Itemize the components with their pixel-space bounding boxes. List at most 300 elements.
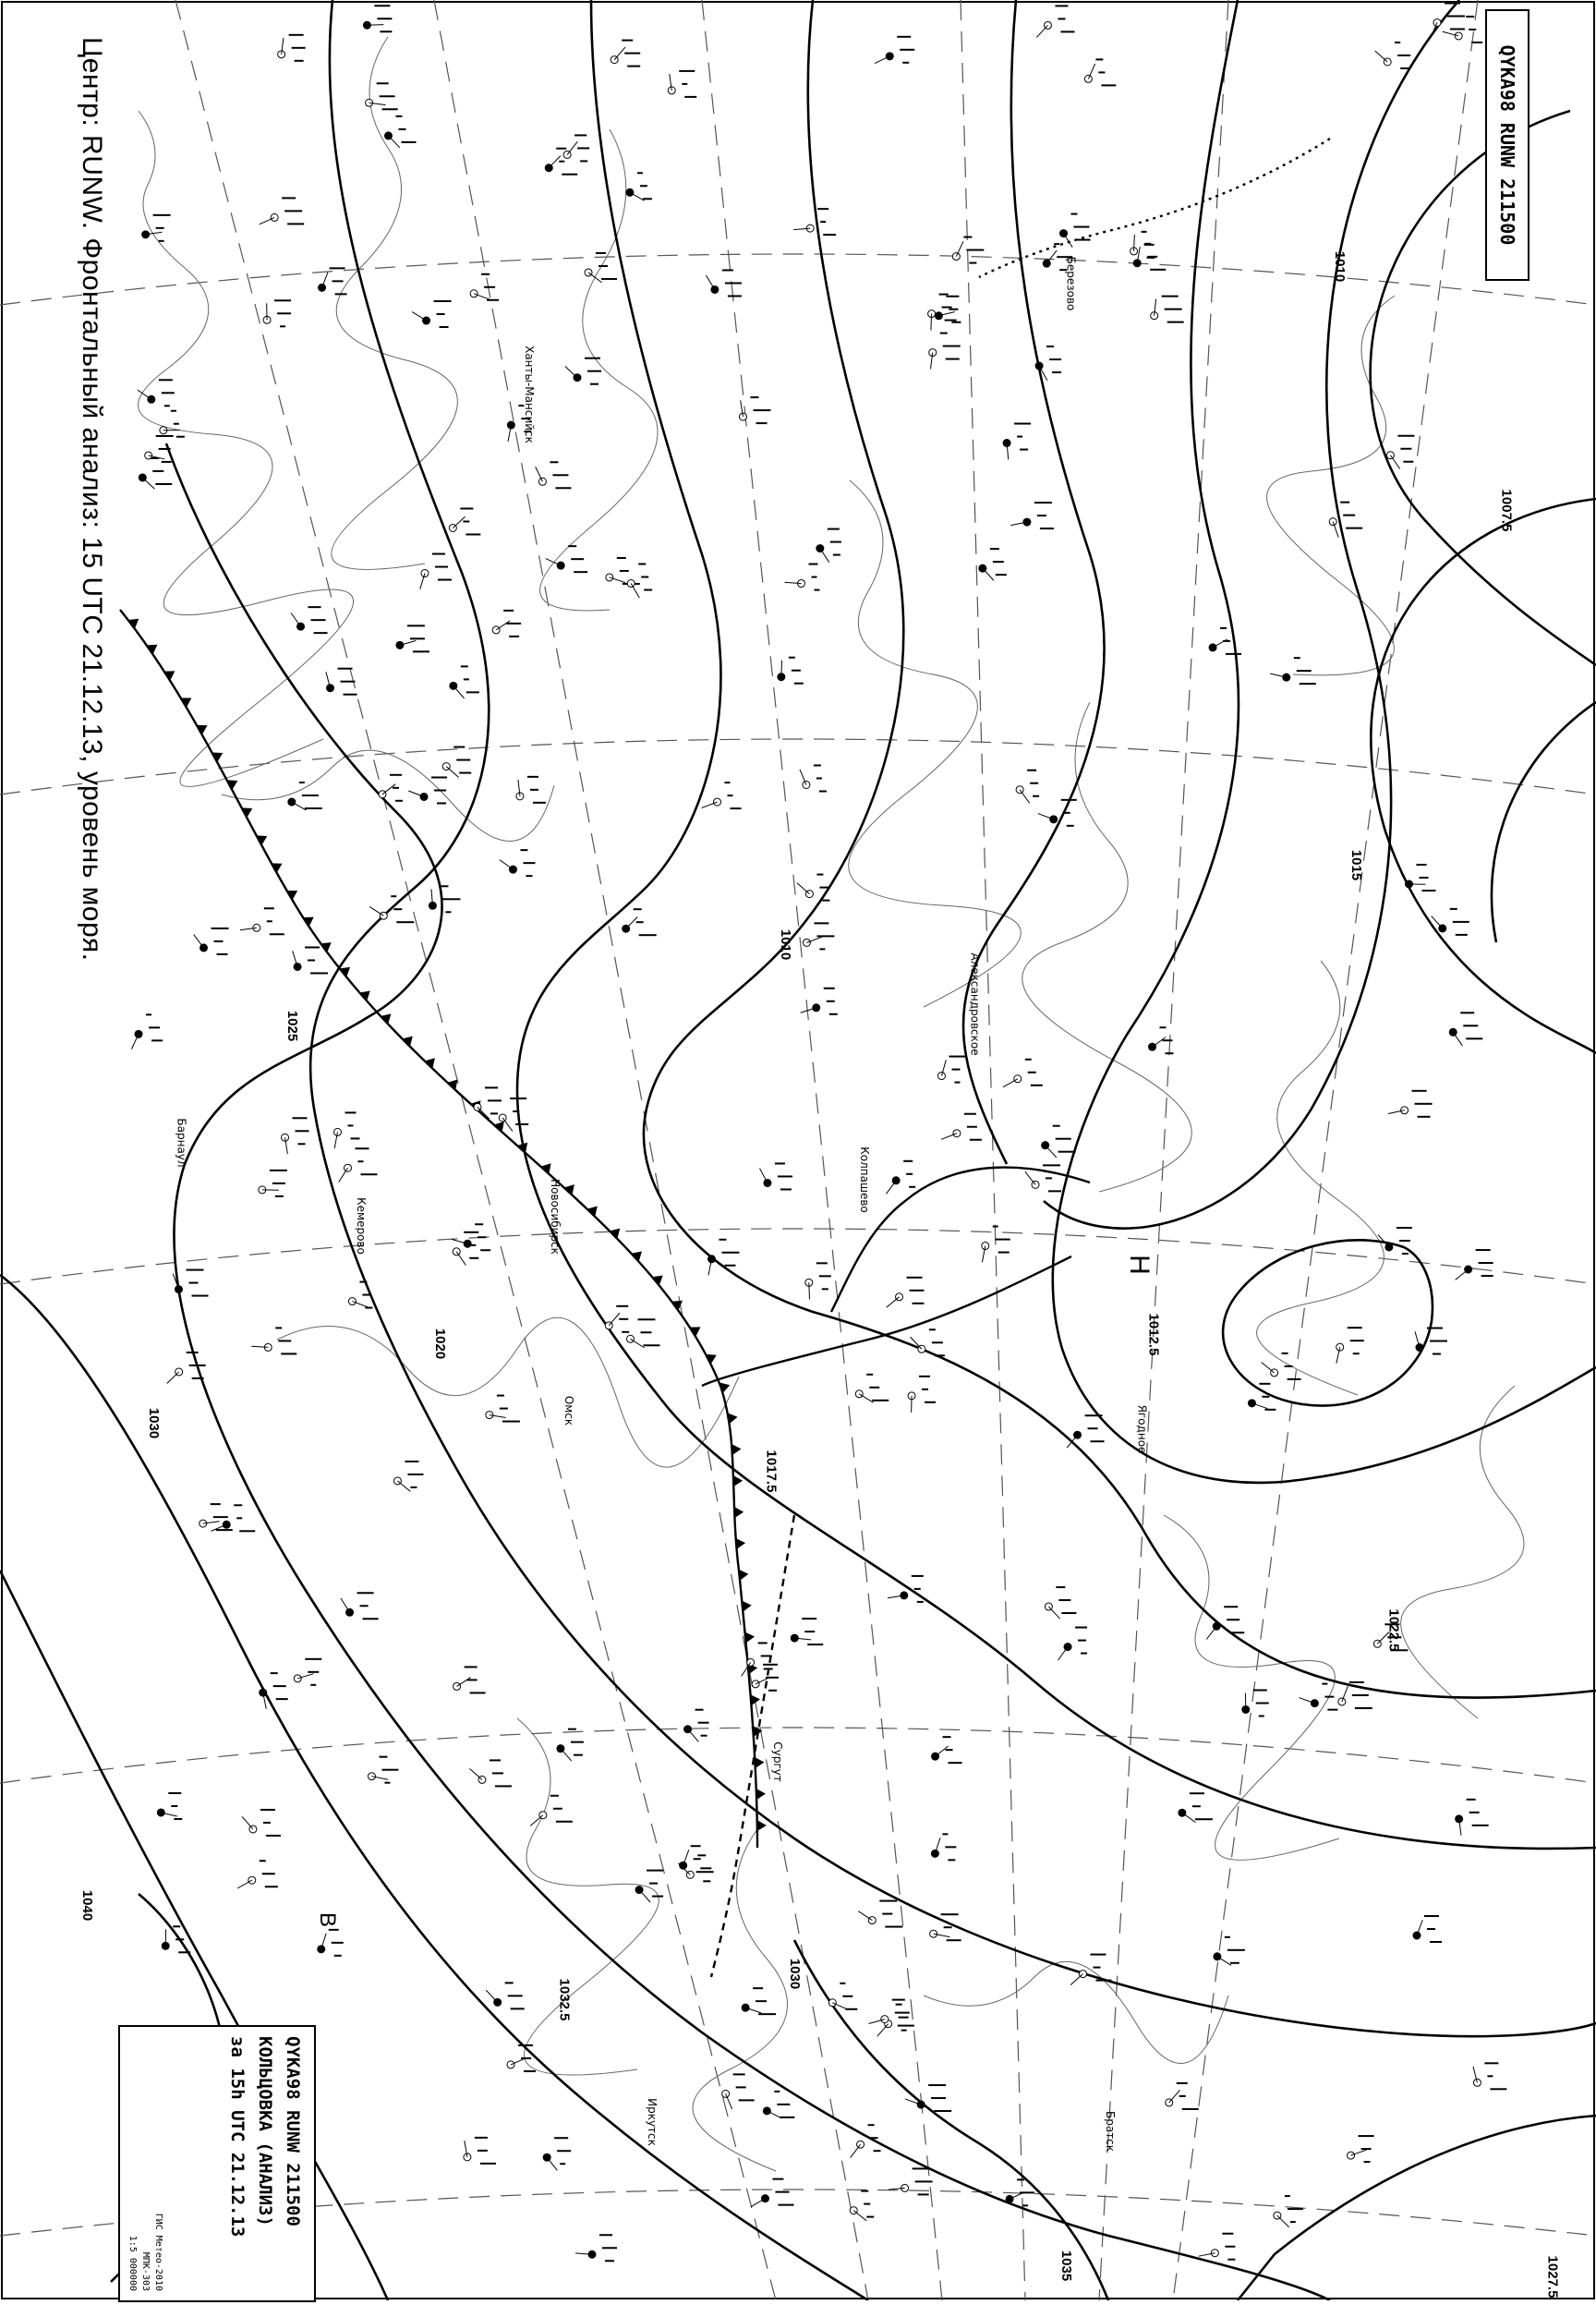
station-figure (308, 959, 315, 961)
station-figure (721, 1252, 739, 1254)
station-figure (634, 908, 642, 910)
station-figure (1166, 1052, 1174, 1054)
station-figure (302, 795, 319, 796)
station-figure (1227, 1619, 1239, 1620)
station-figure (171, 410, 176, 412)
isobar-label: 1022.5 (1385, 1609, 1401, 1652)
station-figure (766, 1677, 779, 1679)
station-figure (523, 862, 535, 864)
station-figure (497, 1395, 504, 1397)
station-figure (1165, 309, 1182, 310)
station-figure (1327, 1709, 1337, 1711)
station-figure (347, 1124, 353, 1126)
station-figure (900, 49, 914, 51)
station-figure (487, 299, 499, 301)
station-figure (874, 2150, 881, 2152)
station-figure (266, 1835, 281, 1837)
station-figure (1460, 1012, 1474, 1013)
station-figure (946, 358, 960, 360)
station-figure (272, 1183, 285, 1184)
station-figure (1081, 1653, 1087, 1655)
station-figure (814, 764, 821, 766)
station-figure (554, 2137, 568, 2139)
station-figure (998, 1252, 1010, 1254)
station-figure (1163, 1039, 1173, 1041)
station-figure (1450, 28, 1465, 30)
station-figure (816, 874, 823, 876)
station-figure (1466, 1037, 1482, 1039)
station-figure (833, 554, 840, 556)
station-figure (780, 2117, 794, 2118)
station-figure (521, 2057, 531, 2059)
station-figure (963, 237, 972, 238)
station-figure (264, 907, 274, 909)
station-figure (153, 214, 171, 216)
station-figure (280, 325, 285, 327)
station-figure (636, 921, 644, 923)
station-figure (913, 1303, 925, 1304)
station-figure (724, 1265, 735, 1267)
station-figure (872, 1400, 889, 1401)
station-figure (341, 681, 356, 683)
station-figure (265, 1886, 278, 1887)
station-figure (941, 1913, 959, 1915)
station-figure (1090, 1954, 1106, 1956)
station-figure (700, 1867, 711, 1869)
station-figure (1353, 1353, 1360, 1354)
station-figure (719, 1239, 726, 1241)
station-name: Омск (562, 1396, 575, 1425)
station-figure (1349, 1681, 1364, 1683)
station-figure (277, 312, 291, 314)
station-figure (1395, 42, 1400, 43)
station-figure (524, 2070, 536, 2072)
station-figure (1088, 1427, 1098, 1429)
station-figure (942, 307, 952, 309)
station-figure (236, 1517, 242, 1519)
station-figure (380, 95, 395, 97)
station-figure (1095, 1980, 1111, 1982)
station-figure (895, 2012, 910, 2014)
station-figure (440, 885, 448, 887)
station-figure (1350, 1340, 1364, 1341)
station-figure (314, 632, 328, 634)
station-figure (556, 1821, 573, 1823)
station-figure (1144, 243, 1151, 245)
station-figure (892, 1999, 905, 2001)
header-code: QYKA98 RUNW 211500 (1487, 11, 1528, 279)
station-figure (156, 435, 174, 437)
station-figure (943, 346, 961, 347)
station-figure (827, 1001, 835, 1002)
station-figure (437, 802, 446, 804)
station-figure (1322, 1683, 1327, 1685)
station-figure (730, 807, 741, 809)
station-figure (1053, 1125, 1060, 1127)
station-figure (432, 553, 445, 555)
station-figure (580, 160, 587, 162)
station-figure (1297, 670, 1312, 672)
station-figure (213, 1516, 228, 1518)
station-figure (1424, 1915, 1439, 1917)
station-figure (639, 934, 657, 936)
station-figure (332, 280, 344, 282)
station-figure (1064, 812, 1070, 814)
station-figure (1195, 1818, 1213, 1820)
station-figure (768, 1690, 777, 1692)
station-figure (684, 96, 696, 98)
station-figure (1031, 1085, 1043, 1086)
station-figure (1025, 1059, 1032, 1061)
station-figure (946, 1749, 953, 1751)
station-figure (431, 776, 447, 778)
station-figure (1091, 1440, 1105, 1442)
station-figure (1060, 30, 1074, 32)
station-figure (697, 1854, 706, 1856)
station-figure (467, 1679, 478, 1680)
station-figure (1177, 2082, 1188, 2084)
station-figure (879, 1900, 897, 1902)
station-figure (1290, 2221, 1296, 2223)
station-figure (571, 1741, 584, 1743)
station-figure (1224, 1606, 1238, 1607)
station-figure (178, 1951, 190, 1953)
station-figure (587, 370, 601, 372)
station-figure (212, 928, 229, 929)
station-figure (996, 574, 1007, 576)
stamp-credit: ГИС Метео-2010 (151, 2214, 164, 2291)
station-figure (728, 295, 742, 297)
station-name: Ягодное (1135, 1405, 1148, 1454)
station-figure (1227, 1949, 1245, 1951)
map-title: Центр: RUNW. Фронтальный анализ: 15 UTC 21.12.13, уровень моря. (66, 37, 116, 1016)
station-figure (273, 1685, 286, 1687)
station-figure (384, 1782, 390, 1784)
station-figure (271, 1672, 278, 1674)
station-figure (901, 2030, 907, 2032)
station-figure (616, 1305, 628, 1307)
station-figure (724, 782, 730, 783)
station-figure (885, 1926, 902, 1928)
station-figure (1343, 515, 1355, 516)
station-figure (332, 1942, 344, 1944)
station-figure (1262, 1396, 1269, 1398)
station-figure (1150, 269, 1166, 271)
station-figure (1484, 2062, 1498, 2064)
station-figure (1056, 1586, 1065, 1588)
station-figure (909, 1186, 915, 1188)
station-figure (508, 1995, 523, 1996)
station-figure (915, 2180, 933, 2182)
station-figure (1076, 239, 1090, 241)
station-figure (362, 1294, 369, 1296)
station-figure (239, 1530, 255, 1532)
station-figure (434, 300, 452, 302)
station-figure (260, 1809, 275, 1811)
station-figure (1466, 16, 1474, 18)
station-figure (945, 1846, 956, 1848)
station-figure (1101, 84, 1116, 86)
station-figure (146, 1013, 151, 1015)
station-figure (1073, 226, 1089, 228)
isobar-label: 1030 (787, 1959, 803, 1989)
station-figure (577, 147, 589, 149)
station-figure (1020, 449, 1028, 451)
station-figure (1048, 1190, 1061, 1192)
wind-shaft (809, 1282, 810, 1299)
station-name: Сургут (771, 1741, 784, 1782)
station-figure (310, 1684, 316, 1686)
station-figure (1453, 921, 1469, 923)
station-figure (162, 392, 175, 394)
station-figure (217, 953, 228, 955)
station-figure (289, 34, 304, 36)
station-figure (830, 541, 841, 543)
station-figure (1479, 1262, 1493, 1264)
station-figure (1055, 5, 1068, 6)
station-figure (1179, 2095, 1186, 2097)
station-figure (649, 1883, 658, 1885)
station-figure (756, 422, 767, 424)
isobar-label: 1040 (79, 1890, 95, 1921)
station-figure (823, 234, 836, 236)
station-figure (1147, 256, 1157, 258)
station-figure (1427, 1928, 1435, 1930)
station-figure (816, 935, 834, 937)
station-figure (191, 1295, 208, 1297)
station-figure (949, 1762, 962, 1764)
station-figure (308, 606, 321, 608)
station-figure (515, 1123, 528, 1125)
header-code-box (1485, 9, 1530, 281)
isobar-label: 1010 (778, 929, 793, 960)
station-figure (502, 1421, 520, 1423)
isobar-label: 1007.5 (1498, 490, 1514, 532)
station-figure (475, 1223, 483, 1225)
station-figure (485, 1086, 498, 1088)
station-figure (174, 1818, 182, 1820)
station-figure (819, 887, 828, 889)
station-figure (456, 759, 470, 761)
station-figure (736, 2086, 746, 2088)
station-figure (490, 1759, 501, 1761)
station-figure (1324, 1696, 1334, 1698)
station-figure (1040, 528, 1054, 529)
station-figure (1487, 2075, 1493, 2077)
station-figure (520, 849, 527, 851)
station-figure (902, 62, 909, 64)
station-figure (155, 483, 172, 485)
station-figure (1078, 1640, 1086, 1642)
station-figure (495, 1785, 512, 1787)
station-figure (1190, 1792, 1204, 1794)
station-figure (1419, 877, 1428, 879)
station-figure (298, 1143, 306, 1145)
station-figure (151, 1039, 163, 1041)
station-figure (305, 807, 322, 809)
station-figure (490, 1112, 498, 1114)
isobar-label: 1015 (1348, 850, 1364, 880)
station-figure (1400, 67, 1410, 69)
station-figure (295, 60, 304, 62)
stamp-time: за 15h UTC 21.12.13 (224, 2036, 251, 2291)
station-figure (1223, 640, 1230, 642)
wind-shaft (367, 25, 383, 26)
station-figure (948, 1859, 955, 1861)
station-figure (173, 1925, 180, 1927)
station-figure (691, 1845, 701, 1847)
station-figure (866, 2216, 874, 2218)
station-figure (329, 1929, 339, 1931)
station-figure (1052, 371, 1061, 373)
station-figure (1282, 1353, 1288, 1354)
title-stamp (118, 2025, 316, 2302)
station-figure (1229, 1632, 1244, 1633)
station-figure (605, 2260, 614, 2262)
station-figure (816, 777, 822, 779)
station-figure (395, 115, 402, 117)
station-figure (310, 972, 328, 974)
map-title-block (66, 37, 116, 1016)
isobar-label: 1032.5 (556, 1979, 572, 2021)
station-figure (780, 1188, 792, 1190)
station-figure (1222, 2233, 1233, 2235)
station-figure (1412, 1090, 1427, 1092)
station-figure (970, 1139, 982, 1141)
station-figure (270, 1170, 287, 1171)
station-figure (1445, 2, 1460, 4)
station-figure (1017, 2178, 1024, 2180)
station-figure (287, 223, 304, 224)
station-figure (944, 1926, 952, 1928)
station-figure (445, 911, 451, 913)
station-figure (1046, 1177, 1052, 1179)
station-figure (407, 1474, 423, 1475)
station-figure (335, 293, 347, 295)
station-figure (413, 650, 429, 652)
station-figure (964, 1113, 976, 1115)
station-figure (296, 1130, 309, 1132)
station-figure (1421, 890, 1435, 892)
isobar-label: 1020 (432, 1328, 448, 1359)
station-figure (1061, 1612, 1076, 1614)
station-figure (390, 774, 402, 776)
station-figure (330, 267, 345, 269)
station-figure (990, 548, 999, 550)
station-figure (500, 1408, 508, 1410)
station-figure (1294, 657, 1300, 659)
station-figure (377, 82, 389, 84)
station-figure (1456, 934, 1468, 936)
station-figure (466, 533, 480, 535)
low-pressure-center: Н (1123, 1255, 1155, 1275)
station-figure (506, 623, 521, 625)
station-figure (1467, 1799, 1476, 1801)
station-figure (1430, 1341, 1447, 1342)
station-figure (698, 1722, 709, 1724)
station-figure (928, 2084, 946, 2086)
station-figure (1043, 1164, 1060, 1166)
station-figure (1361, 2148, 1372, 2150)
station-figure (391, 895, 396, 897)
station-figure (899, 2017, 909, 2019)
station-figure (758, 1642, 768, 1644)
station-figure (1415, 1103, 1433, 1105)
station-figure (305, 946, 320, 948)
station-figure (359, 1281, 367, 1283)
station-figure (526, 875, 532, 877)
station-figure (464, 678, 469, 680)
station-figure (1472, 1825, 1489, 1826)
station-figure (440, 326, 449, 328)
station-figure (967, 1126, 977, 1128)
station-name: Кемерово (355, 1197, 368, 1255)
station-figure (922, 1389, 928, 1390)
station-figure (355, 1147, 369, 1149)
station-figure (552, 474, 568, 476)
station-figure (556, 148, 566, 150)
station-figure (234, 1504, 242, 1506)
high-pressure-center: В (314, 1912, 340, 1927)
station-figure (275, 1327, 282, 1328)
station-figure (1058, 1151, 1076, 1153)
station-figure (377, 18, 392, 19)
station-figure (365, 1307, 372, 1309)
station-figure (794, 683, 804, 685)
station-name: Александровское (969, 952, 982, 1055)
station-figure (559, 161, 564, 163)
station-figure (188, 1282, 198, 1284)
station-name: Иркутск (646, 2098, 659, 2146)
station-figure (263, 1822, 271, 1824)
station-figure (1469, 29, 1476, 30)
station-figure (1034, 502, 1052, 503)
station-figure (775, 1162, 785, 1164)
station-figure (292, 47, 306, 49)
station-figure (954, 1082, 960, 1084)
station-figure (778, 1175, 792, 1177)
station-figure (602, 2247, 617, 2249)
station-figure (469, 1257, 478, 1259)
station-figure (216, 1529, 233, 1531)
wind-shaft (781, 661, 782, 677)
station-figure (866, 1374, 873, 1376)
station-name: Ханты-Мансийск (523, 346, 536, 443)
isobar-label: 1010 (1332, 251, 1348, 282)
station-figure (442, 898, 460, 900)
station-figure (696, 1871, 714, 1873)
station-figure (910, 1290, 925, 1292)
stamp-credit-2: МПК-303 (139, 2214, 151, 2291)
station-figure (820, 221, 826, 223)
station-figure (282, 197, 296, 199)
station-figure (617, 557, 626, 559)
station-figure (756, 2000, 767, 2002)
station-figure (1285, 2195, 1290, 2197)
station-figure (1014, 423, 1031, 425)
station-figure (947, 1939, 961, 1941)
station-figure (777, 2104, 790, 2105)
station-figure (1098, 71, 1105, 73)
station-figure (186, 1269, 203, 1271)
station-figure (481, 273, 490, 275)
station-figure (1285, 1365, 1293, 1367)
station-figure (1167, 321, 1184, 323)
station-figure (647, 1870, 663, 1872)
station-figure (159, 379, 173, 381)
station-figure (407, 625, 425, 626)
station-figure (695, 1709, 704, 1711)
